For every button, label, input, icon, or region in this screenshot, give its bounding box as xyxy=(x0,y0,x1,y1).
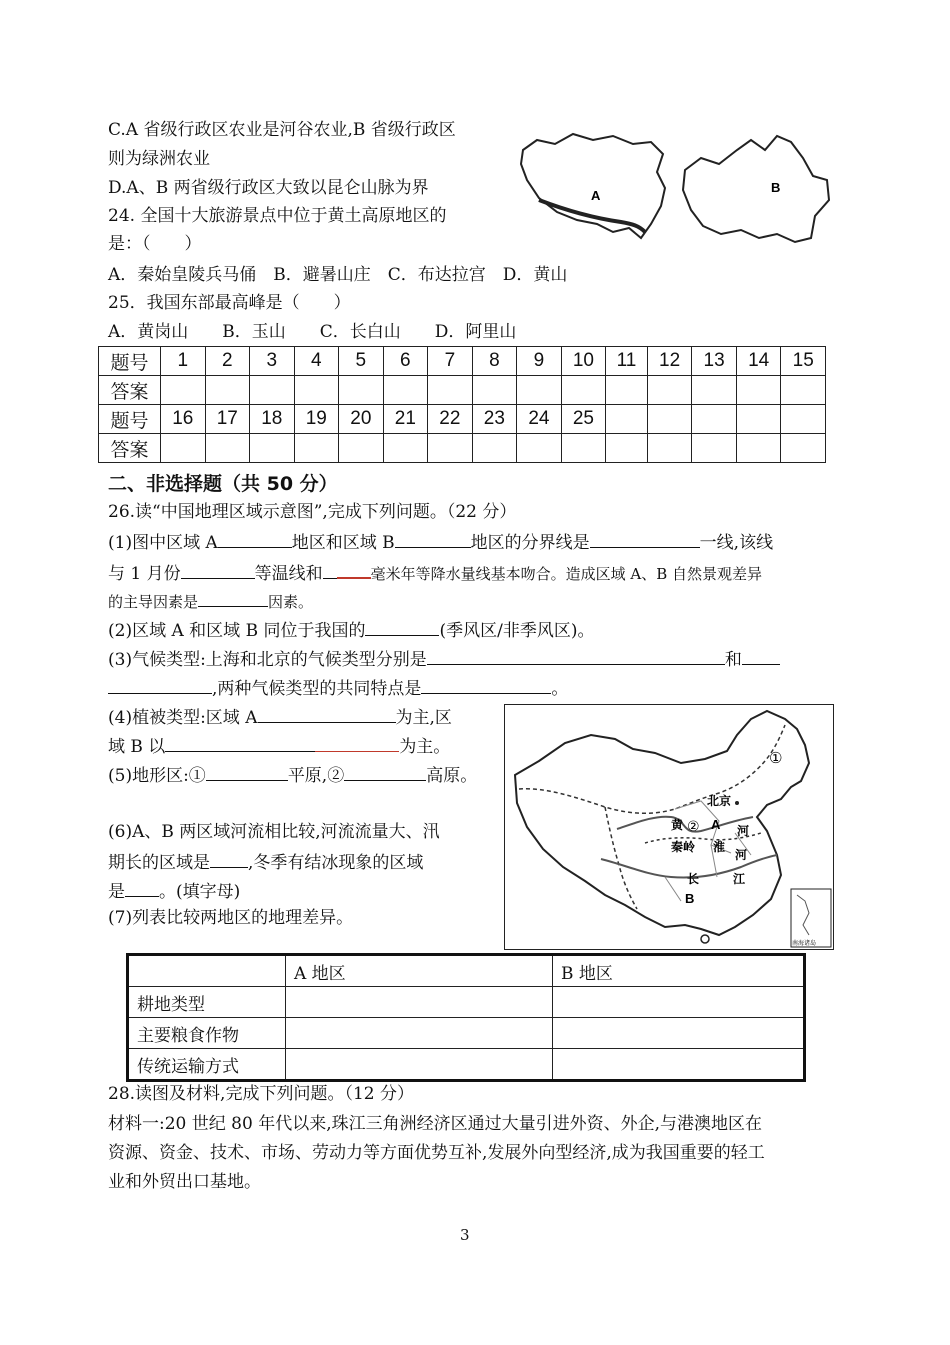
question-number xyxy=(736,405,781,434)
q26-part4-line2: 域 B 以 为主。 xyxy=(108,737,451,757)
question-number xyxy=(692,405,737,434)
chang-label: 长 xyxy=(687,872,700,886)
question-number: 6 xyxy=(383,347,428,376)
answer-cell[interactable] xyxy=(781,376,826,405)
answer-cell[interactable] xyxy=(428,434,473,463)
china-region-map xyxy=(504,704,834,950)
province-b-label: B xyxy=(771,180,781,195)
answer-cell[interactable] xyxy=(161,376,206,405)
answer-cell[interactable] xyxy=(647,376,692,405)
province-b-outline xyxy=(683,136,829,242)
q26-part6-line1: (6)A、B 两区域河流相比较,河流流量大、汛 xyxy=(108,822,440,842)
q26-part1-line1: (1)图中区域 A 地区和区域 B 地区的分界线是 一线,该线 xyxy=(108,533,774,553)
answer-cell[interactable] xyxy=(781,434,826,463)
question-number: 16 xyxy=(161,405,206,434)
question-number-row-2 xyxy=(99,405,826,434)
question-25: 25．我国东部最高峰是（ ） xyxy=(108,293,351,313)
question-label: 题号 xyxy=(99,405,161,434)
south-china-sea-inset xyxy=(791,889,831,947)
answer-cell[interactable] xyxy=(553,987,805,1018)
question-number: 8 xyxy=(472,347,517,376)
huang-label: 黄 xyxy=(671,818,684,832)
q26-part6-line3: 是 。(填字母) xyxy=(108,882,241,902)
answer-cell[interactable] xyxy=(472,434,517,463)
answer-cell[interactable] xyxy=(294,376,339,405)
q26-part5: (5)地形区:① 平原,② 高原。 xyxy=(108,766,478,786)
answer-cell[interactable] xyxy=(286,987,553,1018)
answer-cell[interactable] xyxy=(286,1049,553,1081)
table-header-b: B 地区 xyxy=(553,955,805,987)
question-number: 19 xyxy=(294,405,339,434)
q26-part3-line2: ,两种气候类型的共同特点是 。 xyxy=(108,677,568,699)
question-24-cont: 是：（ ） xyxy=(108,234,202,254)
answer-cell[interactable] xyxy=(736,376,781,405)
row-label: 主要粮食作物 xyxy=(128,1018,286,1049)
region-a-label: A xyxy=(711,817,721,832)
table-header-empty xyxy=(128,955,286,987)
answer-blank[interactable] xyxy=(210,851,248,868)
question-number: 21 xyxy=(383,405,428,434)
huai-label: 淮 xyxy=(713,840,726,854)
row-label: 传统运输方式 xyxy=(128,1049,286,1081)
answer-cell[interactable] xyxy=(286,1018,553,1049)
question-number-row-1 xyxy=(99,347,826,376)
answer-cell[interactable] xyxy=(428,376,473,405)
question-number xyxy=(647,405,692,434)
answer-cell[interactable] xyxy=(561,376,606,405)
q26-part2: (2)区域 A 和区域 B 同位于我国的 (季风区/非季风区)。 xyxy=(108,621,595,641)
answer-table xyxy=(98,346,826,463)
question-number: 7 xyxy=(428,347,473,376)
question-number: 10 xyxy=(561,347,606,376)
answer-cell[interactable] xyxy=(692,434,737,463)
answer-cell[interactable] xyxy=(472,376,517,405)
question-number xyxy=(781,405,826,434)
he-label-1: 河 xyxy=(737,824,750,838)
question-number: 22 xyxy=(428,405,473,434)
answer-blank[interactable] xyxy=(365,619,439,636)
question-label: 题号 xyxy=(99,347,161,376)
comparison-header-row xyxy=(128,955,805,987)
answer-cell[interactable] xyxy=(517,376,562,405)
question-number: 2 xyxy=(205,347,250,376)
he-label-2: 河 xyxy=(735,848,748,862)
section-title: 二、非选择题（共 50 分） xyxy=(108,473,338,495)
question-number: 25 xyxy=(561,405,606,434)
question-number: 3 xyxy=(250,347,295,376)
answer-blank[interactable] xyxy=(395,531,471,548)
answer-blank[interactable] xyxy=(198,590,268,607)
question-24-options: A．秦始皇陵兵马俑 B．避暑山庄 C．布达拉宫 D．黄山 xyxy=(108,265,568,285)
material-1-line3: 业和外贸出口基地。 xyxy=(108,1172,261,1192)
region-b-label: B xyxy=(685,891,695,906)
answer-cell[interactable] xyxy=(339,434,384,463)
answer-cell[interactable] xyxy=(736,434,781,463)
answer-blank[interactable] xyxy=(427,648,725,665)
row-label: 耕地类型 xyxy=(128,987,286,1018)
page-number: 3 xyxy=(460,1226,470,1244)
answer-blank-red[interactable] xyxy=(315,735,399,752)
answer-cell[interactable] xyxy=(606,376,648,405)
answer-cell[interactable] xyxy=(250,376,295,405)
answer-cell[interactable] xyxy=(383,376,428,405)
answer-cell[interactable] xyxy=(205,376,250,405)
china-outline xyxy=(515,711,809,935)
province-map xyxy=(515,128,835,250)
inset-label: 南海诸岛 xyxy=(792,940,817,947)
table-row xyxy=(128,1049,805,1081)
answer-cell[interactable] xyxy=(205,434,250,463)
answer-cell[interactable] xyxy=(517,434,562,463)
china-map-svg xyxy=(505,705,833,949)
hainan-island xyxy=(701,935,709,943)
answer-cell[interactable] xyxy=(692,376,737,405)
question-number: 13 xyxy=(692,347,737,376)
comparison-table xyxy=(126,953,806,1082)
answer-cell[interactable] xyxy=(553,1049,805,1081)
answer-cell[interactable] xyxy=(553,1018,805,1049)
answer-row-2 xyxy=(99,434,826,463)
question-number: 5 xyxy=(339,347,384,376)
answer-cell[interactable] xyxy=(161,434,206,463)
answer-cell[interactable] xyxy=(294,434,339,463)
option-d: D.A、B 两省级行政区大致以昆仑山脉为界 xyxy=(108,178,429,198)
circle-2-label: ② xyxy=(687,819,700,835)
answer-blank[interactable] xyxy=(206,764,288,781)
qinling-label: 秦岭 xyxy=(671,840,696,854)
question-24: 24. 全国十大旅游景点中位于黄土高原地区的 xyxy=(108,206,447,226)
answer-blank[interactable] xyxy=(125,880,159,897)
question-28-intro: 28.读图及材料,完成下列问题。（12 分） xyxy=(108,1084,414,1104)
q26-part1-line2: 与 1 月份 等温线和 毫米年等降水量线基本吻合。造成区域 A、B 自然景观差异 xyxy=(108,561,762,584)
answer-blank[interactable] xyxy=(218,531,292,548)
answer-row-1 xyxy=(99,376,826,405)
q26-part4-line1: (4)植被类型:区域 A 为主,区 xyxy=(108,708,452,728)
question-25-options: A．黄岗山 B．玉山 C．长白山 D．阿里山 xyxy=(108,322,517,342)
question-number: 14 xyxy=(736,347,781,376)
answer-blank[interactable] xyxy=(742,648,780,665)
answer-label: 答案 xyxy=(99,434,161,463)
question-number: 11 xyxy=(606,347,648,376)
answer-cell[interactable] xyxy=(561,434,606,463)
table-row xyxy=(128,1018,805,1049)
q26-part6-line2: 期长的区域是 ,冬季有结冰现象的区域 xyxy=(108,853,424,873)
question-number: 15 xyxy=(781,347,826,376)
option-c-line1: C.A 省级行政区农业是河谷农业,B 省级行政区 xyxy=(108,120,456,140)
answer-blank[interactable] xyxy=(108,677,212,694)
question-number: 18 xyxy=(250,405,295,434)
beijing-label: 北京 xyxy=(707,794,732,808)
answer-blank[interactable] xyxy=(421,677,551,694)
question-number: 1 xyxy=(161,347,206,376)
question-26-intro: 26.读“中国地理区域示意图”,完成下列问题。（22 分） xyxy=(108,502,517,522)
question-number: 17 xyxy=(205,405,250,434)
question-number: 9 xyxy=(517,347,562,376)
question-number xyxy=(606,405,648,434)
table-row xyxy=(128,987,805,1018)
answer-blank[interactable] xyxy=(344,764,426,781)
answer-blank-red[interactable] xyxy=(337,561,371,579)
jiang-label: 江 xyxy=(733,872,746,886)
province-a-outline xyxy=(521,134,665,238)
answer-cell[interactable] xyxy=(606,434,648,463)
province-a-label: A xyxy=(591,188,601,203)
table-header-a: A 地区 xyxy=(286,955,553,987)
q26-part1-line3: 的主导因素是 因素。 xyxy=(108,590,313,612)
answer-blank[interactable] xyxy=(258,706,396,723)
option-c-line2: 则为绿洲农业 xyxy=(108,149,210,169)
question-number: 4 xyxy=(294,347,339,376)
circle-1-label: ① xyxy=(769,749,783,767)
question-number: 24 xyxy=(517,405,562,434)
answer-blank[interactable] xyxy=(165,735,315,752)
answer-blank[interactable] xyxy=(590,531,700,548)
q26-part7: (7)列表比较两地区的地理差异。 xyxy=(108,908,354,928)
beijing-dot xyxy=(735,801,739,805)
material-1-line2: 资源、资金、技术、市场、劳动力等方面优势互补,发展外向型经济,成为我国重要的轻工 xyxy=(108,1143,765,1163)
q26-part3-line1: (3)气候类型:上海和北京的气候类型分别是 和 xyxy=(108,648,780,670)
question-number: 23 xyxy=(472,405,517,434)
answer-cell[interactable] xyxy=(339,376,384,405)
answer-cell[interactable] xyxy=(383,434,428,463)
answer-blank[interactable] xyxy=(323,562,337,579)
question-number: 12 xyxy=(647,347,692,376)
answer-blank[interactable] xyxy=(181,562,255,579)
material-1-line1: 材料一:20 世纪 80 年代以来,珠江三角洲经济区通过大量引进外资、外企,与港澳地区在 xyxy=(108,1114,763,1134)
answer-cell[interactable] xyxy=(250,434,295,463)
question-number: 20 xyxy=(339,405,384,434)
answer-cell[interactable] xyxy=(647,434,692,463)
answer-label: 答案 xyxy=(99,376,161,405)
